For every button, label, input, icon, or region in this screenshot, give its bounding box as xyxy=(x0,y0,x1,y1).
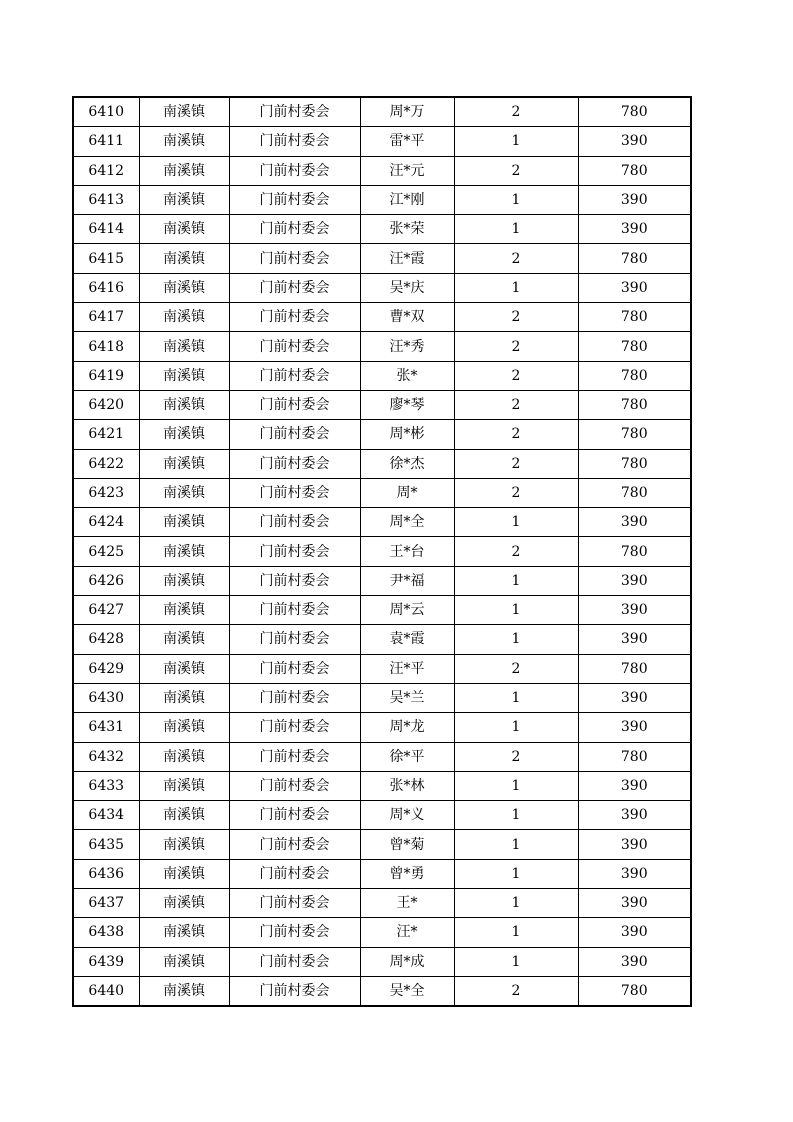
household-count-cell: 2 xyxy=(454,390,578,419)
row-number-cell: 6418 xyxy=(73,332,139,361)
person-name-cell: 汪*平 xyxy=(360,654,454,683)
row-number-cell: 6422 xyxy=(73,449,139,478)
village-committee-cell: 门前村委会 xyxy=(229,508,360,537)
household-count-cell: 1 xyxy=(454,918,578,947)
household-count-cell: 2 xyxy=(454,97,578,127)
roster-table-body xyxy=(73,97,691,1006)
table-row xyxy=(73,185,691,214)
town-cell: 南溪镇 xyxy=(139,801,229,830)
village-committee-cell: 门前村委会 xyxy=(229,918,360,947)
amount-cell: 390 xyxy=(578,566,691,595)
person-name-cell: 吴*兰 xyxy=(360,683,454,712)
table-row xyxy=(73,390,691,419)
household-count-cell: 1 xyxy=(454,185,578,214)
amount-cell: 780 xyxy=(578,742,691,771)
row-number-cell: 6412 xyxy=(73,156,139,185)
amount-cell: 390 xyxy=(578,508,691,537)
amount-cell: 390 xyxy=(578,859,691,888)
table-row xyxy=(73,947,691,976)
town-cell: 南溪镇 xyxy=(139,390,229,419)
household-count-cell: 1 xyxy=(454,713,578,742)
village-committee-cell: 门前村委会 xyxy=(229,127,360,156)
table-row xyxy=(73,537,691,566)
amount-cell: 390 xyxy=(578,185,691,214)
town-cell: 南溪镇 xyxy=(139,771,229,800)
person-name-cell: 吴*庆 xyxy=(360,273,454,302)
table-row xyxy=(73,273,691,302)
table-row xyxy=(73,156,691,185)
person-name-cell: 周* xyxy=(360,478,454,507)
village-committee-cell: 门前村委会 xyxy=(229,566,360,595)
row-number-cell: 6425 xyxy=(73,537,139,566)
person-name-cell: 曾*菊 xyxy=(360,830,454,859)
row-number-cell: 6410 xyxy=(73,97,139,127)
person-name-cell: 汪*元 xyxy=(360,156,454,185)
village-committee-cell: 门前村委会 xyxy=(229,976,360,1006)
household-count-cell: 1 xyxy=(454,771,578,800)
village-committee-cell: 门前村委会 xyxy=(229,683,360,712)
town-cell: 南溪镇 xyxy=(139,566,229,595)
household-count-cell: 1 xyxy=(454,889,578,918)
person-name-cell: 周*成 xyxy=(360,947,454,976)
person-name-cell: 曾*勇 xyxy=(360,859,454,888)
village-committee-cell: 门前村委会 xyxy=(229,390,360,419)
table-row xyxy=(73,332,691,361)
household-count-cell: 1 xyxy=(454,215,578,244)
table-row xyxy=(73,97,691,127)
household-count-cell: 2 xyxy=(454,449,578,478)
amount-cell: 780 xyxy=(578,478,691,507)
household-count-cell: 2 xyxy=(454,303,578,332)
table-row xyxy=(73,830,691,859)
row-number-cell: 6411 xyxy=(73,127,139,156)
row-number-cell: 6437 xyxy=(73,889,139,918)
town-cell: 南溪镇 xyxy=(139,742,229,771)
household-count-cell: 1 xyxy=(454,859,578,888)
town-cell: 南溪镇 xyxy=(139,508,229,537)
amount-cell: 390 xyxy=(578,127,691,156)
person-name-cell: 王* xyxy=(360,889,454,918)
household-count-cell: 2 xyxy=(454,156,578,185)
amount-cell: 780 xyxy=(578,390,691,419)
person-name-cell: 张*荣 xyxy=(360,215,454,244)
amount-cell: 780 xyxy=(578,654,691,683)
village-committee-cell: 门前村委会 xyxy=(229,97,360,127)
row-number-cell: 6440 xyxy=(73,976,139,1006)
household-count-cell: 2 xyxy=(454,478,578,507)
household-count-cell: 2 xyxy=(454,654,578,683)
row-number-cell: 6426 xyxy=(73,566,139,595)
amount-cell: 390 xyxy=(578,713,691,742)
row-number-cell: 6429 xyxy=(73,654,139,683)
town-cell: 南溪镇 xyxy=(139,596,229,625)
town-cell: 南溪镇 xyxy=(139,420,229,449)
village-committee-cell: 门前村委会 xyxy=(229,215,360,244)
amount-cell: 780 xyxy=(578,976,691,1006)
person-name-cell: 江*刚 xyxy=(360,185,454,214)
row-number-cell: 6419 xyxy=(73,361,139,390)
row-number-cell: 6438 xyxy=(73,918,139,947)
person-name-cell: 汪* xyxy=(360,918,454,947)
village-committee-cell: 门前村委会 xyxy=(229,889,360,918)
table-row xyxy=(73,859,691,888)
table-row xyxy=(73,889,691,918)
village-committee-cell: 门前村委会 xyxy=(229,771,360,800)
table-row xyxy=(73,303,691,332)
town-cell: 南溪镇 xyxy=(139,273,229,302)
row-number-cell: 6416 xyxy=(73,273,139,302)
village-committee-cell: 门前村委会 xyxy=(229,801,360,830)
household-count-cell: 1 xyxy=(454,273,578,302)
table-row xyxy=(73,420,691,449)
table-row xyxy=(73,625,691,654)
table-row xyxy=(73,566,691,595)
row-number-cell: 6436 xyxy=(73,859,139,888)
row-number-cell: 6432 xyxy=(73,742,139,771)
amount-cell: 390 xyxy=(578,889,691,918)
amount-cell: 390 xyxy=(578,830,691,859)
household-count-cell: 2 xyxy=(454,332,578,361)
town-cell: 南溪镇 xyxy=(139,185,229,214)
household-count-cell: 2 xyxy=(454,244,578,273)
village-committee-cell: 门前村委会 xyxy=(229,947,360,976)
row-number-cell: 6424 xyxy=(73,508,139,537)
household-count-cell: 2 xyxy=(454,742,578,771)
household-count-cell: 1 xyxy=(454,830,578,859)
row-number-cell: 6434 xyxy=(73,801,139,830)
village-committee-cell: 门前村委会 xyxy=(229,303,360,332)
amount-cell: 780 xyxy=(578,449,691,478)
table-row xyxy=(73,449,691,478)
person-name-cell: 徐*杰 xyxy=(360,449,454,478)
village-committee-cell: 门前村委会 xyxy=(229,185,360,214)
village-committee-cell: 门前村委会 xyxy=(229,156,360,185)
roster-table xyxy=(72,96,692,1007)
amount-cell: 390 xyxy=(578,273,691,302)
village-committee-cell: 门前村委会 xyxy=(229,625,360,654)
amount-cell: 390 xyxy=(578,596,691,625)
table-row xyxy=(73,127,691,156)
person-name-cell: 周*龙 xyxy=(360,713,454,742)
village-committee-cell: 门前村委会 xyxy=(229,332,360,361)
town-cell: 南溪镇 xyxy=(139,654,229,683)
person-name-cell: 周*云 xyxy=(360,596,454,625)
row-number-cell: 6439 xyxy=(73,947,139,976)
person-name-cell: 尹*福 xyxy=(360,566,454,595)
village-committee-cell: 门前村委会 xyxy=(229,713,360,742)
town-cell: 南溪镇 xyxy=(139,361,229,390)
town-cell: 南溪镇 xyxy=(139,947,229,976)
amount-cell: 390 xyxy=(578,801,691,830)
table-row xyxy=(73,742,691,771)
town-cell: 南溪镇 xyxy=(139,918,229,947)
village-committee-cell: 门前村委会 xyxy=(229,420,360,449)
household-count-cell: 1 xyxy=(454,566,578,595)
town-cell: 南溪镇 xyxy=(139,478,229,507)
table-row xyxy=(73,508,691,537)
row-number-cell: 6414 xyxy=(73,215,139,244)
household-count-cell: 1 xyxy=(454,625,578,654)
village-committee-cell: 门前村委会 xyxy=(229,244,360,273)
town-cell: 南溪镇 xyxy=(139,449,229,478)
household-count-cell: 1 xyxy=(454,801,578,830)
table-row xyxy=(73,478,691,507)
village-committee-cell: 门前村委会 xyxy=(229,478,360,507)
amount-cell: 780 xyxy=(578,97,691,127)
table-row xyxy=(73,976,691,1006)
household-count-cell: 2 xyxy=(454,420,578,449)
household-count-cell: 1 xyxy=(454,947,578,976)
amount-cell: 390 xyxy=(578,947,691,976)
amount-cell: 780 xyxy=(578,420,691,449)
person-name-cell: 廖*琴 xyxy=(360,390,454,419)
household-count-cell: 1 xyxy=(454,683,578,712)
row-number-cell: 6435 xyxy=(73,830,139,859)
town-cell: 南溪镇 xyxy=(139,303,229,332)
row-number-cell: 6420 xyxy=(73,390,139,419)
town-cell: 南溪镇 xyxy=(139,97,229,127)
table-row xyxy=(73,654,691,683)
table-row xyxy=(73,801,691,830)
person-name-cell: 雷*平 xyxy=(360,127,454,156)
household-count-cell: 1 xyxy=(454,127,578,156)
person-name-cell: 袁*霞 xyxy=(360,625,454,654)
table-row xyxy=(73,361,691,390)
table-row xyxy=(73,713,691,742)
person-name-cell: 周*万 xyxy=(360,97,454,127)
village-committee-cell: 门前村委会 xyxy=(229,361,360,390)
person-name-cell: 张*林 xyxy=(360,771,454,800)
row-number-cell: 6413 xyxy=(73,185,139,214)
row-number-cell: 6415 xyxy=(73,244,139,273)
amount-cell: 390 xyxy=(578,771,691,800)
village-committee-cell: 门前村委会 xyxy=(229,449,360,478)
person-name-cell: 汪*霞 xyxy=(360,244,454,273)
amount-cell: 390 xyxy=(578,918,691,947)
town-cell: 南溪镇 xyxy=(139,332,229,361)
household-count-cell: 1 xyxy=(454,596,578,625)
village-committee-cell: 门前村委会 xyxy=(229,830,360,859)
row-number-cell: 6430 xyxy=(73,683,139,712)
town-cell: 南溪镇 xyxy=(139,889,229,918)
amount-cell: 780 xyxy=(578,303,691,332)
row-number-cell: 6423 xyxy=(73,478,139,507)
household-count-cell: 1 xyxy=(454,508,578,537)
row-number-cell: 6433 xyxy=(73,771,139,800)
town-cell: 南溪镇 xyxy=(139,537,229,566)
table-row xyxy=(73,918,691,947)
amount-cell: 780 xyxy=(578,361,691,390)
town-cell: 南溪镇 xyxy=(139,713,229,742)
amount-cell: 390 xyxy=(578,683,691,712)
table-row xyxy=(73,596,691,625)
table-row xyxy=(73,215,691,244)
town-cell: 南溪镇 xyxy=(139,244,229,273)
row-number-cell: 6427 xyxy=(73,596,139,625)
village-committee-cell: 门前村委会 xyxy=(229,859,360,888)
table-row xyxy=(73,683,691,712)
amount-cell: 780 xyxy=(578,332,691,361)
amount-cell: 780 xyxy=(578,537,691,566)
row-number-cell: 6421 xyxy=(73,420,139,449)
person-name-cell: 王*台 xyxy=(360,537,454,566)
person-name-cell: 周*彬 xyxy=(360,420,454,449)
person-name-cell: 吴*全 xyxy=(360,976,454,1006)
row-number-cell: 6428 xyxy=(73,625,139,654)
person-name-cell: 汪*秀 xyxy=(360,332,454,361)
amount-cell: 780 xyxy=(578,244,691,273)
amount-cell: 390 xyxy=(578,625,691,654)
person-name-cell: 周*全 xyxy=(360,508,454,537)
village-committee-cell: 门前村委会 xyxy=(229,654,360,683)
town-cell: 南溪镇 xyxy=(139,830,229,859)
village-committee-cell: 门前村委会 xyxy=(229,596,360,625)
person-name-cell: 张* xyxy=(360,361,454,390)
town-cell: 南溪镇 xyxy=(139,127,229,156)
person-name-cell: 徐*平 xyxy=(360,742,454,771)
table-row xyxy=(73,244,691,273)
town-cell: 南溪镇 xyxy=(139,976,229,1006)
household-count-cell: 2 xyxy=(454,361,578,390)
table-row xyxy=(73,771,691,800)
person-name-cell: 曹*双 xyxy=(360,303,454,332)
village-committee-cell: 门前村委会 xyxy=(229,537,360,566)
town-cell: 南溪镇 xyxy=(139,215,229,244)
town-cell: 南溪镇 xyxy=(139,859,229,888)
person-name-cell: 周*义 xyxy=(360,801,454,830)
row-number-cell: 6431 xyxy=(73,713,139,742)
town-cell: 南溪镇 xyxy=(139,156,229,185)
amount-cell: 390 xyxy=(578,215,691,244)
row-number-cell: 6417 xyxy=(73,303,139,332)
town-cell: 南溪镇 xyxy=(139,683,229,712)
amount-cell: 780 xyxy=(578,156,691,185)
village-committee-cell: 门前村委会 xyxy=(229,273,360,302)
village-committee-cell: 门前村委会 xyxy=(229,742,360,771)
town-cell: 南溪镇 xyxy=(139,625,229,654)
household-count-cell: 2 xyxy=(454,976,578,1006)
household-count-cell: 2 xyxy=(454,537,578,566)
